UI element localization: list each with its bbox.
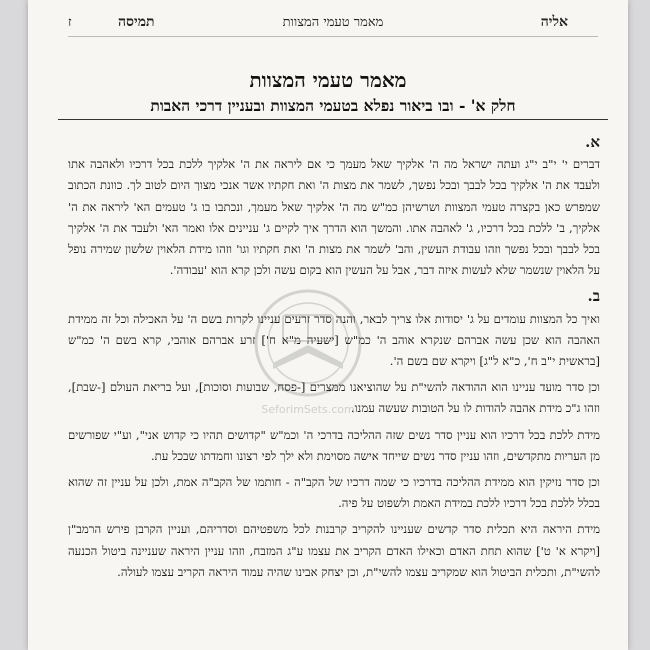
paragraph: מידת ללכת בכל דרכיו הוא עניין סדר נשים שזה ההליכה בדרכי ה' וכמ"ש "קדושים תהיו כי קדוש אני", וע"י שפורשים מן העריות מתקדשים, וזהו עניין סדר נשים שייחד אישה מסוימת ולא ילך לפי רצונו וחמדתו שבכל עת. — [68, 427, 600, 463]
running-head-left: תמיסה — [118, 14, 155, 30]
section-label: ב. — [587, 287, 600, 306]
section-label: א. — [585, 133, 600, 151]
running-head-right: אליה — [540, 14, 568, 30]
page-number: ז — [68, 15, 72, 30]
paragraph: ואיך כל המצוות עומדים על ג' יסודות אלו צריך לבאר, והנה סדר זרעים עניינו לקרות בשם ה' על האכילה וכל זה ממידת האהבה הוא שכן עשה אברהם שנקרא אוהב ה' כמ"ש [ישעיה מ"א ח'] זרע אברהם אוהבי, קרא בשם ה' כמ"ש [בראשית י"ב ח', כ"א ל"ג] ויקרא שם בשם ה'. — [68, 311, 600, 369]
paragraph: מידת היראה היא תכלית סדר קדשים שעניינו להקריב קרבנות לכל משפטיהם וסדריהם, ועניין הקרבן פירש הרמב"ן [ויקרא א' ט'] שהוא תחת האדם וכאילו האדם הקריב את עצמו ע"ג המזבח, וזהו עניין היראה שעניינה ביטול הכנעה להשי"ת, ותכלית הביטול הוא שמקריב עצמו להשי"ת, וכן יצחק אבינו שהיה עמוד היראה הקריב עצמו לעולה. — [68, 522, 600, 579]
page-subtitle: חלק א' - ובו ביאור נפלא בטעמי המצוות ובעניין דרכי האבות — [58, 96, 608, 120]
paragraph: וכן סדר מועד עניינו הוא ההודאה להשי"ת על שהוציאנו ממצרים [-פסח, שבועות וסוכות], ועל בריאת העולם [-שבת], וזהו ג"כ מידת אהבה להודות לו על הטובות שעשה עמנו. — [68, 380, 600, 416]
running-head-center: מאמר טעמי המצוות — [282, 15, 384, 30]
paragraph: דברים י' י"ב י"ג ועתה ישראל מה ה' אלקיך שאל מעמך כי אם ליראה את ה' אלקיך ללכת בכל דרכיו ולאהבה אתו ולעבד את ה' אלקיך בכל לבבך ובכל נפשך, לשמר את מצות ה' ואת חקתיו אשר אנכי מצוך היום לטוב לך. כוונת הכתוב שמפרש כאן בקצרה טעמי המצוות ושרשיהן כמ"ש מה ה' אלקיך שאל מעמך, ונכתבו בו ג' טעמים הא' ליראה את ה' אלקיך, ב' ללכת בכל דרכיו, ג' לאהבה אתו. והמשך הוא הדרך איך לקיים ג' עניינים אלו ואמר הא' ולעבד את ה' אלקיך בכל לבבך ובכל נפשך וזהו עבודת העשין, והב' לשמר את מצות ה' ואת חקתיו וגו' וזהו מידת הלאוין שלשון שמירה נופל על הלאוין שנשמר שלא לעשות איזה דבר, אבל על העשין הוא בקום עשה ולכן קרא הוא 'עבודה'. — [68, 157, 600, 278]
paragraph: וכן סדר נזיקין הוא ממידת ההליכה בדרכיו כי שמה דרכיו של הקב"ה - חותמו של הקב"ה אמת, ולכן על עניין זה שהוא בכלל ללכת בכל דרכיו ללכת במידת האמת ולשפוט על פיה. — [68, 475, 600, 511]
page-title: מאמר טעמי המצוות — [249, 68, 407, 92]
watermark-text: SeforimSets.com — [261, 403, 355, 416]
running-head — [68, 14, 598, 37]
body-text — [68, 132, 600, 642]
book-page — [28, 0, 628, 650]
